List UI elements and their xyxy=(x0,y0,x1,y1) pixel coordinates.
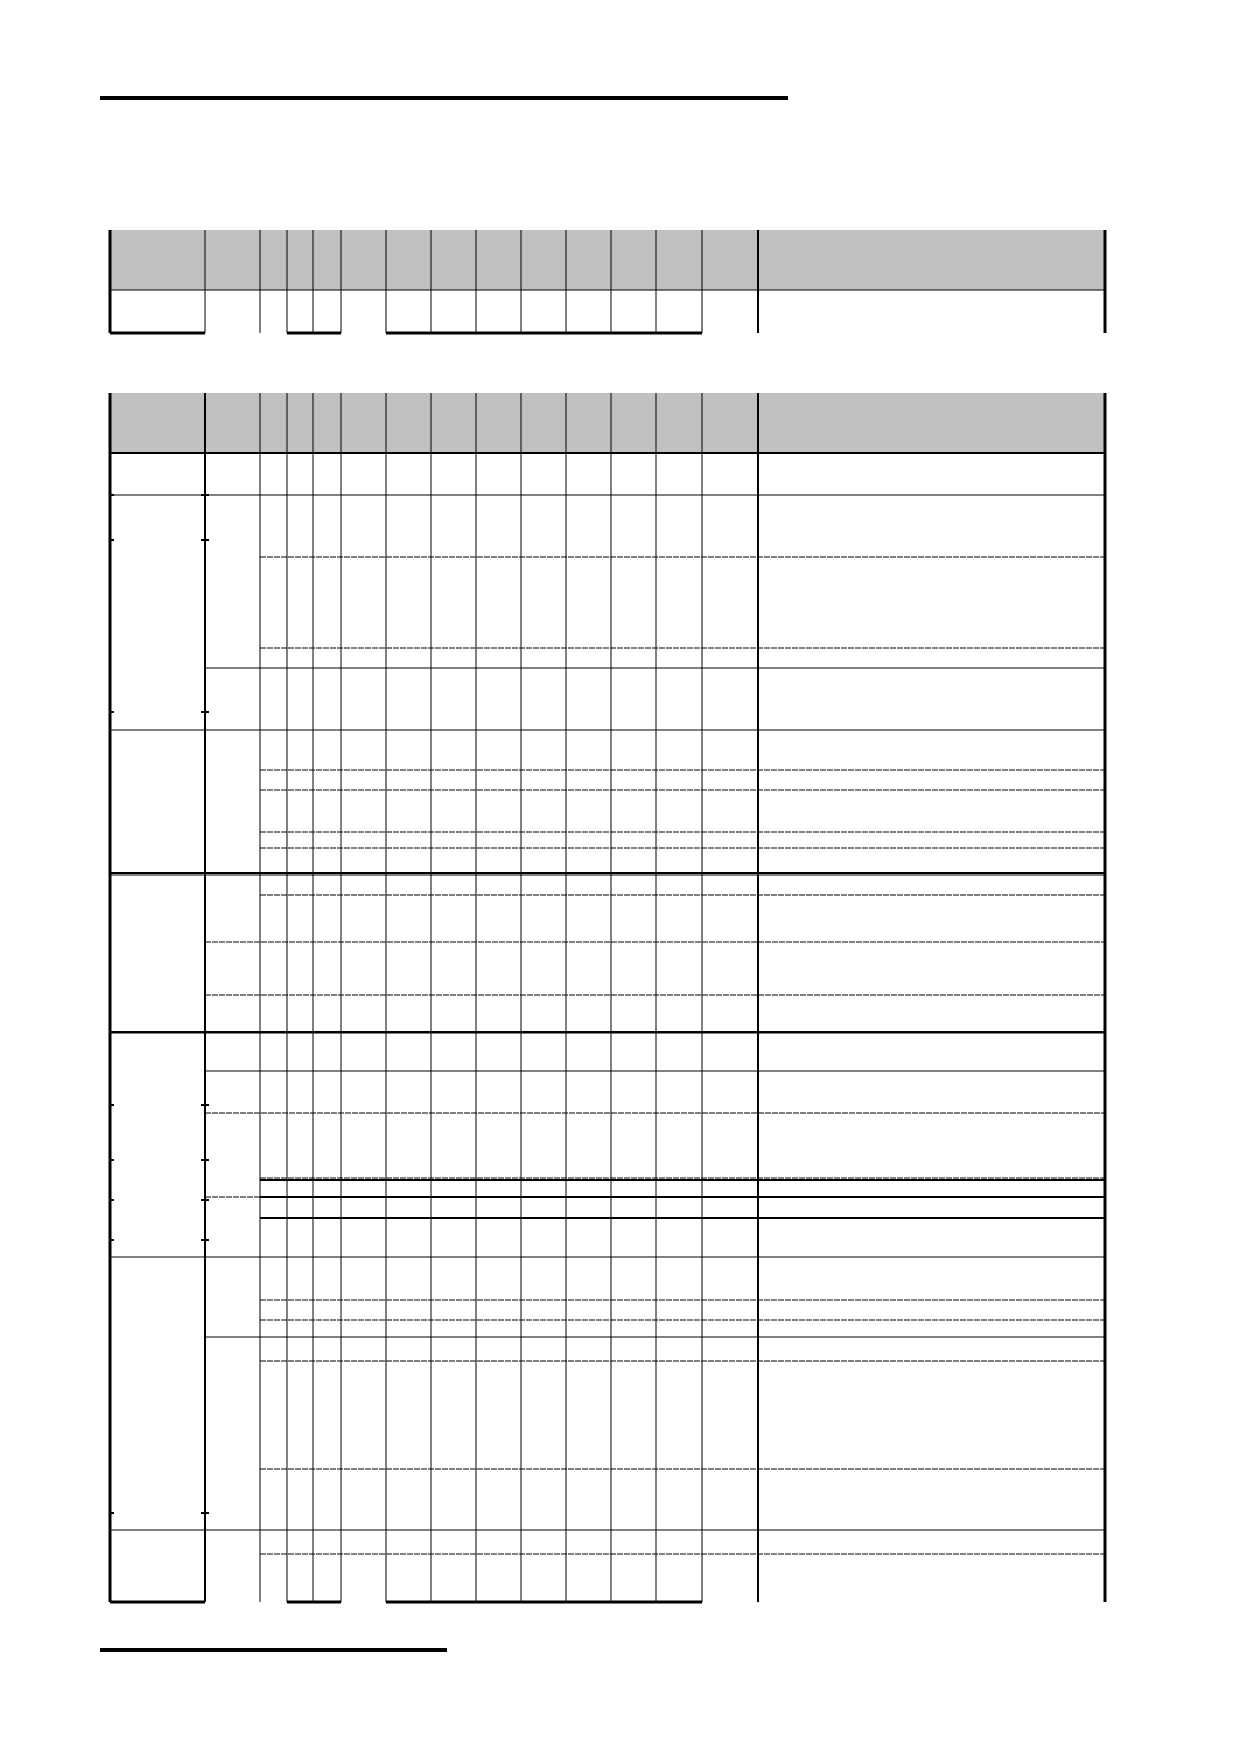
footer-rule xyxy=(100,1648,447,1652)
detail-table xyxy=(110,393,1105,1602)
header-band xyxy=(110,393,1105,453)
summary-table xyxy=(110,230,1105,333)
header-band xyxy=(110,230,1105,290)
